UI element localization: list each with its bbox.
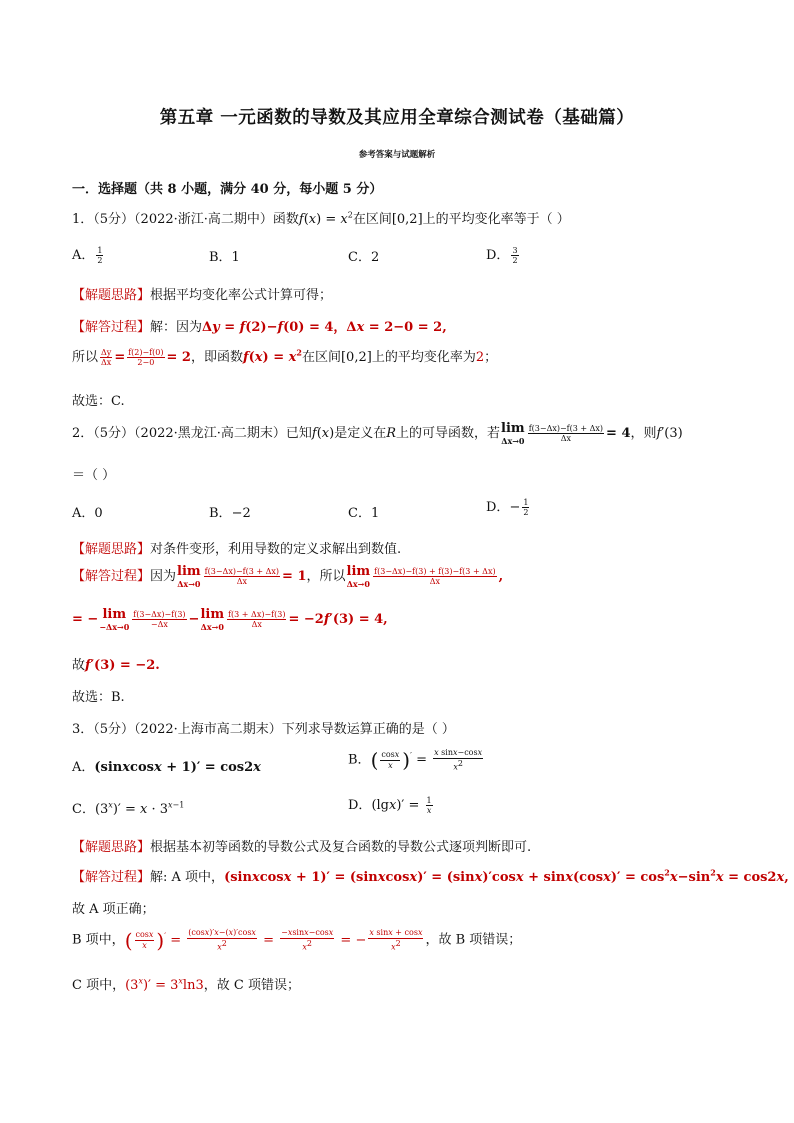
q3-process-line4: C 项中，$(3^x)' = 3^x\ln 3$，故 C 项错误； bbox=[72, 976, 300, 993]
q1-answer: 故选：C. bbox=[72, 394, 125, 409]
q2-option-c: C．1 bbox=[348, 506, 380, 521]
q3-option-b: B．( $\frac{\cos x}{x}$ )′ = $\frac{\text{x sinx−cosx}}{x^2}$ bbox=[348, 748, 483, 772]
q1-process-line2: 所以 $\frac{\Delta y}{\Delta x}$ = $\frac{f(2)-f(0)}{2-0}$ = 2，即函数$f(x) = x^2$在区间[0,2]上的平均变化率为2； bbox=[72, 347, 498, 367]
q3-process-line2: 故 A 项正确； bbox=[72, 902, 155, 917]
q2-thinking: 【解题思路】对条件变形，利用导数的定义求解出到数值. bbox=[72, 542, 402, 557]
q2-process: 【解答过程】因为 lim Δx→0 $\frac{f(3-\Delta x)-f(3 + \Delta x)}{\Delta x}$ = 1，所以 lim Δx→0 $\frac{f(3-\Delta x)-f(3) + f(3)-f(3 + \Delta x)}{\Delta x}$ , bbox=[72, 564, 504, 589]
q1-option-d: D． $\frac{3}{2}$ bbox=[486, 245, 518, 265]
q2-option-d: D．− $\frac{1}{2}$ bbox=[486, 497, 529, 517]
q3-process-line3: B 项中，( $\frac{\cos x}{x}$ )′ = $\frac{(\cos x)'x-(x)'\cos x}{x^2}$ = $\frac{-xsinx-\cos x}{x^2}$ = − $\frac{\text{x sinx + cosx}}{x^2}$ ，故 B 项错误； bbox=[72, 928, 522, 952]
q3-option-c: C．$(3^x)' = x \cdot 3^{x-1}$ bbox=[72, 800, 185, 817]
q2-option-b: B．−2 bbox=[209, 506, 251, 521]
page-title: 第五章 一元函数的导数及其应用全章综合测试卷（基础篇） bbox=[159, 108, 635, 128]
q2-stem-cont: ＝（ ） bbox=[72, 468, 116, 483]
q1-option-b: B．1 bbox=[209, 250, 240, 265]
q1-option-a: A． $\frac{1}{2}$ bbox=[72, 245, 103, 265]
q1-stem: 1．（5分）（2022·浙江·高二期中）函数$f(x) = x^2$在区间[0,2]上的平均变化率等于（ ） bbox=[72, 210, 570, 227]
q2-process-line2: = − lim −Δx→0 $\frac{f(3-\Delta x)-f(3)}{-\Delta x}$ − lim Δx→0 $\frac{f(3 + \Delta x)-f(3)}{\Delta x}$ = −2f′(3) = 4, bbox=[72, 607, 388, 632]
q3-option-a: A．(sinxcosx + 1)′ = cos2x bbox=[72, 760, 261, 775]
section-heading: 一．选择题（共 8 小题，满分 40 分，每小题 5 分） bbox=[72, 182, 383, 197]
q3-option-d: D．(lgx)′ = $\frac{1}{x}$ bbox=[348, 795, 432, 815]
q3-stem: 3．（5分）（2022·上海市高二期末）下列求导数运算正确的是（ ） bbox=[72, 722, 455, 737]
q2-stem: 2．（5分）（2022·黑龙江·高二期末）已知f(x)是定义在R上的可导函数，若 lim Δx→0 $\frac{f(3-\Delta x)-f(3 + \Delta x)}{\Delta x}$ = 4，则f′(3) bbox=[72, 421, 683, 446]
q1-option-c: C．2 bbox=[348, 250, 380, 265]
page-subtitle: 参考答案与试题解析 bbox=[358, 150, 436, 160]
q2-process-line3: 故f′(3) = −2. bbox=[72, 658, 160, 673]
q2-option-a: A．0 bbox=[72, 506, 103, 521]
q1-thinking: 【解题思路】根据平均变化率公式计算可得； bbox=[72, 288, 333, 303]
q2-answer: 故选：B. bbox=[72, 690, 125, 705]
q3-process: 【解答过程】解: A 项中，(sinxcosx + 1)′ = (sinxcosx)′ = $(\sin x)'\cos x + \sin x(\cos x)' = \cos^2x-\sin^2x = \cos 2x$, bbox=[72, 867, 789, 885]
q3-thinking: 【解题思路】根据基本初等函数的导数公式及复合函数的导数公式逐项判断即可. bbox=[72, 840, 532, 855]
q1-process: 【解答过程】解：因为Δy = f(2)−f(0) = 4，Δx = 2−0 = 2, bbox=[72, 320, 447, 335]
